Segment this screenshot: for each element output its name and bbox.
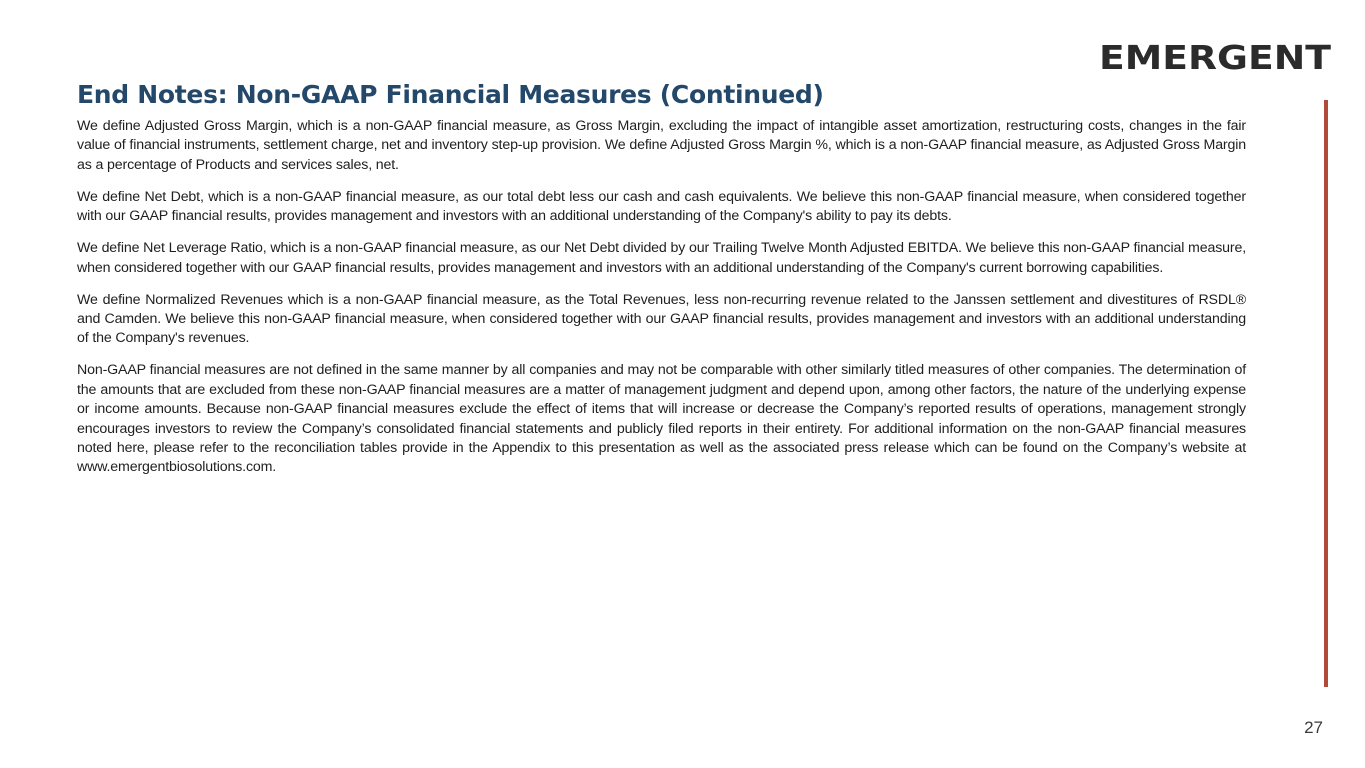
paragraph-non-gaap-disclaimer: Non-GAAP financial measures are not defined in the same manner by all companies and may not be comparable with other similarly titled measures of other companies. The determination of the amounts that are excluded from these non-GAAP financial measures are a matter of management judgment and depend upon, among other factors, the nature of the underlying expense or income amounts. Because non-GAAP financial measures exclude the effect of items that will increase or decrease the Company’s reported results of operations, management strongly encourages investors to review the Company’s consolidated financial statements and publicly filed reports in their entirety. For additional information on the non-GAAP financial measures noted here, please refer to the reconciliation tables provide in the Appendix to this presentation as well as the associated press release which can be found on the Company’s website at www.emergentbiosolutions.com. [77, 362, 1246, 476]
logo-wordmark: EMERGENT [1099, 40, 1332, 74]
paragraph-adjusted-gross-margin: We define Adjusted Gross Margin, which is a non-GAAP financial measure, as Gross Margin, excluding the impact of intangible asset amortization, restructuring costs, changes in the fair value of financial instruments, settlement charge, net and inventory step-up provision. We define Adjusted Gross Margin %, which is a non-GAAP financial measure, as Adjusted Gross Margin as a percentage of Products and services sales, net. [77, 118, 1246, 173]
page-title: End Notes: Non-GAAP Financial Measures (Continued) [77, 80, 824, 109]
company-logo [1099, 40, 1335, 74]
page-number: 27 [1304, 718, 1323, 737]
end-notes-body [77, 117, 1246, 490]
accent-divider-bar [1324, 100, 1328, 687]
paragraph-net-leverage-ratio: We define Net Leverage Ratio, which is a non-GAAP financial measure, as our Net Debt divided by our Trailing Twelve Month Adjusted EBITDA. We believe this non-GAAP financial measure, when considered together with our GAAP financial results, provides management and investors with an additional understanding of the Company's current borrowing capabilities. [77, 240, 1246, 276]
paragraph-net-debt: We define Net Debt, which is a non-GAAP financial measure, as our total debt less our cash and cash equivalents. We believe this non-GAAP financial measure, when considered together with our GAAP financial results, provides management and investors with an additional understanding of the Company's ability to pay its debts. [77, 188, 1246, 225]
emergent-logo-graphic [1099, 40, 1335, 74]
paragraph-normalized-revenues: We define Normalized Revenues which is a non-GAAP financial measure, as the Total Revenues, less non-recurring revenue related to the Janssen settlement and divestitures of RSDL® and Camden. We believe this non-GAAP financial measure, when considered together with our GAAP financial results, provides management and investors with an additional understanding of the Company's revenues. [77, 291, 1246, 347]
